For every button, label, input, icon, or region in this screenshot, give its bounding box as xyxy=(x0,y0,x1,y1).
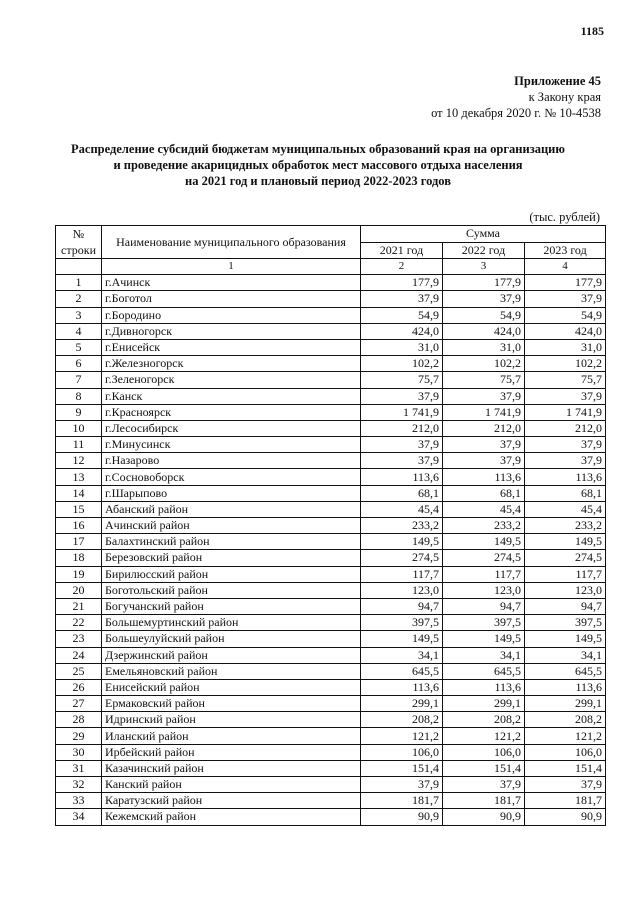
amount-2023: 37,9 xyxy=(525,437,606,453)
subsidy-table xyxy=(55,225,606,826)
row-number: 12 xyxy=(56,453,102,469)
amount-2023: 117,7 xyxy=(525,566,606,582)
municipality-name: г.Зеленогорск xyxy=(102,372,361,388)
amount-2023: 113,6 xyxy=(525,679,606,695)
municipality-name: Большемуртинский район xyxy=(102,615,361,631)
municipality-name: Бирилюсский район xyxy=(102,566,361,582)
row-number: 24 xyxy=(56,647,102,663)
amount-2021: 151,4 xyxy=(361,760,443,776)
appendix-date: от 10 декабря 2020 г. № 10-4538 xyxy=(431,106,601,120)
amount-2023: 37,9 xyxy=(525,453,606,469)
table-row xyxy=(56,809,606,825)
municipality-name: Балахтинский район xyxy=(102,534,361,550)
amount-2022: 149,5 xyxy=(443,631,525,647)
municipality-name: г.Шарыпово xyxy=(102,485,361,501)
amount-2021: 149,5 xyxy=(361,534,443,550)
column-number: 2 xyxy=(361,259,443,275)
row-number: 18 xyxy=(56,550,102,566)
amount-2022: 113,6 xyxy=(443,469,525,485)
amount-2023: 113,6 xyxy=(525,469,606,485)
municipality-name: Идринский район xyxy=(102,712,361,728)
table-row xyxy=(56,760,606,776)
amount-2022: 181,7 xyxy=(443,793,525,809)
amount-2023: 45,4 xyxy=(525,501,606,517)
table-row xyxy=(56,679,606,695)
amount-2022: 233,2 xyxy=(443,518,525,534)
amount-2021: 94,7 xyxy=(361,598,443,614)
amount-2022: 177,9 xyxy=(443,275,525,291)
column-number: 4 xyxy=(525,259,606,275)
municipality-name: г.Сосновоборск xyxy=(102,469,361,485)
municipality-name: г.Минусинск xyxy=(102,437,361,453)
municipality-name: Иланский район xyxy=(102,728,361,744)
row-number: 32 xyxy=(56,777,102,793)
amount-2021: 149,5 xyxy=(361,631,443,647)
table-row xyxy=(56,356,606,372)
amount-2021: 54,9 xyxy=(361,307,443,323)
amount-2023: 149,5 xyxy=(525,534,606,550)
amount-2022: 37,9 xyxy=(443,437,525,453)
municipality-name: г.Ачинск xyxy=(102,275,361,291)
amount-2021: 37,9 xyxy=(361,291,443,307)
row-number: 27 xyxy=(56,696,102,712)
table-row xyxy=(56,420,606,436)
table-row xyxy=(56,566,606,582)
table-row xyxy=(56,372,606,388)
column-number-row xyxy=(56,259,606,275)
row-number: 3 xyxy=(56,307,102,323)
table-row xyxy=(56,728,606,744)
municipality-name: г.Енисейск xyxy=(102,339,361,355)
row-number: 29 xyxy=(56,728,102,744)
municipality-name: г.Железногорск xyxy=(102,356,361,372)
header-row-number: № строки xyxy=(56,226,102,259)
amount-2021: 424,0 xyxy=(361,323,443,339)
municipality-name: г.Назарово xyxy=(102,453,361,469)
amount-2023: 90,9 xyxy=(525,809,606,825)
amount-2022: 34,1 xyxy=(443,647,525,663)
table-row xyxy=(56,291,606,307)
row-number: 31 xyxy=(56,760,102,776)
row-number: 10 xyxy=(56,420,102,436)
municipality-name: Ирбейский район xyxy=(102,744,361,760)
row-number: 13 xyxy=(56,469,102,485)
amount-2021: 106,0 xyxy=(361,744,443,760)
table-row xyxy=(56,404,606,420)
municipality-name: Ачинский район xyxy=(102,518,361,534)
municipality-name: г.Лесосибирск xyxy=(102,420,361,436)
amount-2021: 123,0 xyxy=(361,582,443,598)
municipality-name: Ермаковский район xyxy=(102,696,361,712)
amount-2023: 299,1 xyxy=(525,696,606,712)
amount-2023: 123,0 xyxy=(525,582,606,598)
amount-2023: 94,7 xyxy=(525,598,606,614)
municipality-name: Кежемский район xyxy=(102,809,361,825)
table-row xyxy=(56,550,606,566)
amount-2021: 45,4 xyxy=(361,501,443,517)
table-row xyxy=(56,582,606,598)
header-sum: Сумма xyxy=(361,226,606,243)
amount-2021: 102,2 xyxy=(361,356,443,372)
row-number: 28 xyxy=(56,712,102,728)
municipality-name: Казачинский район xyxy=(102,760,361,776)
table-row xyxy=(56,615,606,631)
amount-2023: 274,5 xyxy=(525,550,606,566)
amount-2022: 299,1 xyxy=(443,696,525,712)
municipality-name: Богучанский район xyxy=(102,598,361,614)
municipality-name: Березовский район xyxy=(102,550,361,566)
table-row xyxy=(56,275,606,291)
row-number: 8 xyxy=(56,388,102,404)
header-year-2023: 2023 год xyxy=(525,242,606,259)
row-number: 21 xyxy=(56,598,102,614)
amount-2022: 75,7 xyxy=(443,372,525,388)
title-line-1: Распределение субсидий бюджетам муниципальных образований края на организацию xyxy=(71,142,565,156)
title-line-3: на 2021 год и плановый период 2022-2023 годов xyxy=(185,174,451,188)
title-line-2: и проведение акарицидных обработок мест массового отдыха населения xyxy=(113,158,523,172)
row-number: 19 xyxy=(56,566,102,582)
row-number: 5 xyxy=(56,339,102,355)
table-row xyxy=(56,663,606,679)
amount-2021: 75,7 xyxy=(361,372,443,388)
amount-2023: 34,1 xyxy=(525,647,606,663)
amount-2022: 121,2 xyxy=(443,728,525,744)
column-number: 3 xyxy=(443,259,525,275)
municipality-name: Енисейский район xyxy=(102,679,361,695)
amount-2022: 212,0 xyxy=(443,420,525,436)
amount-2022: 37,9 xyxy=(443,453,525,469)
table-row xyxy=(56,696,606,712)
amount-2022: 54,9 xyxy=(443,307,525,323)
amount-2022: 149,5 xyxy=(443,534,525,550)
amount-2023: 177,9 xyxy=(525,275,606,291)
table-row xyxy=(56,469,606,485)
amount-2021: 37,9 xyxy=(361,453,443,469)
header-name: Наименование муниципального образования xyxy=(102,226,361,259)
row-number: 6 xyxy=(56,356,102,372)
row-number: 15 xyxy=(56,501,102,517)
amount-2021: 177,9 xyxy=(361,275,443,291)
column-number: 1 xyxy=(102,259,361,275)
municipality-name: Большеулуйский район xyxy=(102,631,361,647)
amount-2022: 37,9 xyxy=(443,291,525,307)
amount-2021: 299,1 xyxy=(361,696,443,712)
row-number: 11 xyxy=(56,437,102,453)
municipality-name: г.Канск xyxy=(102,388,361,404)
amount-2021: 37,9 xyxy=(361,777,443,793)
table-row xyxy=(56,631,606,647)
amount-2023: 102,2 xyxy=(525,356,606,372)
amount-2023: 54,9 xyxy=(525,307,606,323)
appendix-law: к Закону края xyxy=(528,90,601,104)
amount-2022: 645,5 xyxy=(443,663,525,679)
amount-2022: 123,0 xyxy=(443,582,525,598)
table-row xyxy=(56,307,606,323)
row-number: 33 xyxy=(56,793,102,809)
amount-2023: 1 741,9 xyxy=(525,404,606,420)
amount-2021: 397,5 xyxy=(361,615,443,631)
amount-2021: 233,2 xyxy=(361,518,443,534)
appendix-reference xyxy=(431,73,601,121)
row-number: 17 xyxy=(56,534,102,550)
appendix-title: Приложение 45 xyxy=(514,74,601,88)
table-row xyxy=(56,453,606,469)
table-row xyxy=(56,647,606,663)
amount-2021: 117,7 xyxy=(361,566,443,582)
amount-2021: 181,7 xyxy=(361,793,443,809)
amount-2022: 113,6 xyxy=(443,679,525,695)
amount-2021: 68,1 xyxy=(361,485,443,501)
amount-2022: 424,0 xyxy=(443,323,525,339)
amount-2022: 208,2 xyxy=(443,712,525,728)
row-number: 20 xyxy=(56,582,102,598)
amount-2021: 113,6 xyxy=(361,469,443,485)
amount-2023: 212,0 xyxy=(525,420,606,436)
amount-2022: 102,2 xyxy=(443,356,525,372)
municipality-name: Канский район xyxy=(102,777,361,793)
table-row xyxy=(56,323,606,339)
table-row xyxy=(56,437,606,453)
table-row xyxy=(56,485,606,501)
row-number: 14 xyxy=(56,485,102,501)
row-number: 9 xyxy=(56,404,102,420)
municipality-name: Емельяновский район xyxy=(102,663,361,679)
table-row xyxy=(56,501,606,517)
row-number: 23 xyxy=(56,631,102,647)
amount-2022: 45,4 xyxy=(443,501,525,517)
row-number: 1 xyxy=(56,275,102,291)
amount-2022: 397,5 xyxy=(443,615,525,631)
amount-2021: 113,6 xyxy=(361,679,443,695)
amount-2023: 37,9 xyxy=(525,291,606,307)
amount-2021: 90,9 xyxy=(361,809,443,825)
table-row xyxy=(56,793,606,809)
row-number: 2 xyxy=(56,291,102,307)
municipality-name: Каратузский район xyxy=(102,793,361,809)
amount-2023: 181,7 xyxy=(525,793,606,809)
municipality-name: Абанский район xyxy=(102,501,361,517)
amount-2022: 68,1 xyxy=(443,485,525,501)
amount-2023: 208,2 xyxy=(525,712,606,728)
amount-2022: 1 741,9 xyxy=(443,404,525,420)
amount-2022: 117,7 xyxy=(443,566,525,582)
table-row xyxy=(56,744,606,760)
row-number: 7 xyxy=(56,372,102,388)
amount-2021: 121,2 xyxy=(361,728,443,744)
amount-2022: 274,5 xyxy=(443,550,525,566)
municipality-name: г.Дивногорск xyxy=(102,323,361,339)
amount-2021: 645,5 xyxy=(361,663,443,679)
amount-2023: 37,9 xyxy=(525,777,606,793)
amount-2023: 37,9 xyxy=(525,388,606,404)
amount-2023: 68,1 xyxy=(525,485,606,501)
row-number: 26 xyxy=(56,679,102,695)
amount-2022: 106,0 xyxy=(443,744,525,760)
row-number: 25 xyxy=(56,663,102,679)
row-number: 16 xyxy=(56,518,102,534)
amount-2022: 37,9 xyxy=(443,777,525,793)
table-row xyxy=(56,518,606,534)
amount-2021: 208,2 xyxy=(361,712,443,728)
table-row xyxy=(56,712,606,728)
amount-2023: 75,7 xyxy=(525,372,606,388)
amount-2023: 233,2 xyxy=(525,518,606,534)
amount-2023: 151,4 xyxy=(525,760,606,776)
table-row xyxy=(56,777,606,793)
amount-2023: 149,5 xyxy=(525,631,606,647)
document-title xyxy=(40,141,596,189)
municipality-name: Боготольский район xyxy=(102,582,361,598)
table-row xyxy=(56,339,606,355)
amount-2021: 31,0 xyxy=(361,339,443,355)
amount-2023: 106,0 xyxy=(525,744,606,760)
municipality-name: г.Боготол xyxy=(102,291,361,307)
column-number-blank xyxy=(56,259,102,275)
table-row xyxy=(56,388,606,404)
amount-2023: 31,0 xyxy=(525,339,606,355)
amount-2021: 1 741,9 xyxy=(361,404,443,420)
amount-2023: 121,2 xyxy=(525,728,606,744)
municipality-name: Дзержинский район xyxy=(102,647,361,663)
amount-2021: 37,9 xyxy=(361,388,443,404)
municipality-name: г.Бородино xyxy=(102,307,361,323)
amount-2021: 37,9 xyxy=(361,437,443,453)
header-year-2022: 2022 год xyxy=(443,242,525,259)
row-number: 30 xyxy=(56,744,102,760)
amount-2022: 151,4 xyxy=(443,760,525,776)
page-number: 1185 xyxy=(580,24,604,38)
amount-2021: 34,1 xyxy=(361,647,443,663)
row-number: 22 xyxy=(56,615,102,631)
amount-2022: 31,0 xyxy=(443,339,525,355)
table-row xyxy=(56,534,606,550)
amount-2022: 90,9 xyxy=(443,809,525,825)
amount-2021: 212,0 xyxy=(361,420,443,436)
row-number: 4 xyxy=(56,323,102,339)
row-number: 34 xyxy=(56,809,102,825)
amount-2021: 274,5 xyxy=(361,550,443,566)
header-year-2021: 2021 год xyxy=(361,242,443,259)
table-row xyxy=(56,598,606,614)
amount-2023: 645,5 xyxy=(525,663,606,679)
amount-2022: 37,9 xyxy=(443,388,525,404)
amount-2023: 424,0 xyxy=(525,323,606,339)
amount-2022: 94,7 xyxy=(443,598,525,614)
municipality-name: г.Красноярск xyxy=(102,404,361,420)
amount-2023: 397,5 xyxy=(525,615,606,631)
units-label: (тыс. рублей) xyxy=(529,210,600,224)
